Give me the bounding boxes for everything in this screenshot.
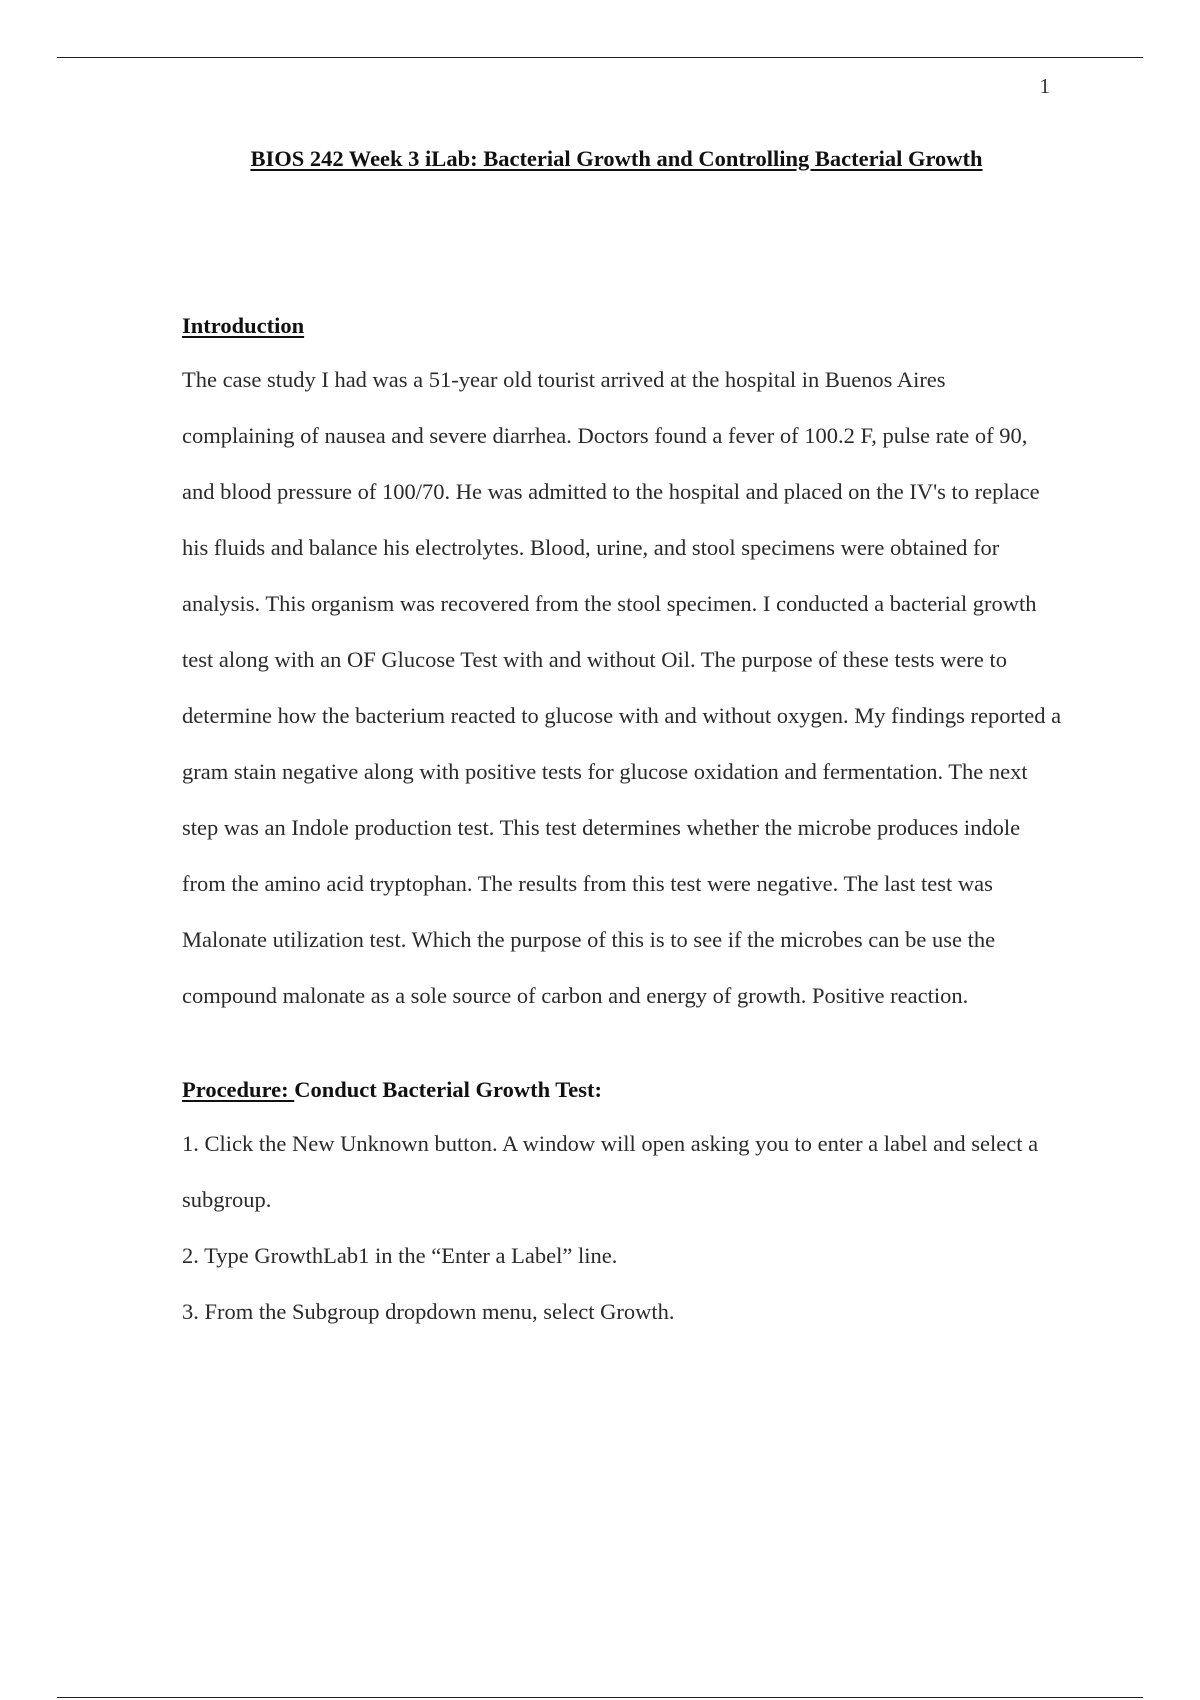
procedure-section — [182, 1074, 1062, 1340]
introduction-heading-text: Introduction — [182, 313, 305, 338]
procedure-step: 3. From the Subgroup dropdown menu, select Growth. — [182, 1299, 675, 1324]
bottom-rule — [57, 1697, 1143, 1698]
procedure-heading — [182, 1074, 1062, 1106]
document-body — [182, 310, 1062, 1340]
introduction-paragraph: The case study I had was a 51-year old tourist arrived at the hospital in Buenos Aires complaining of nausea and severe diarrhea. Doctors found a fever of 100.2 F, pulse rate of 90, and blood pressure of 100/70. He was admitted to the hospital and placed on the IV's to replace his fluids and balance his electrolytes. Blood, urine, and stool specimens were obtained for analysis. This organism was recovered from the stool specimen. I conducted a bacterial growth test along with an OF Glucose Test with and without Oil. The purpose of these tests were to determine how the bacterium reacted to glucose with and without oxygen. My findings reported a gram stain negative along with positive tests for glucose oxidation and fermentation. The next step was an Indole production test. This test determines whether the microbe produces indole from the amino acid tryptophan. The results from this test were negative. The last test was Malonate utilization test. Which the purpose of this is to see if the microbes can be use the compound malonate as a sole source of carbon and energy of growth. Positive reaction. — [182, 367, 1062, 1008]
procedure-step: 1. Click the New Unknown button. A window will open asking you to enter a label and select a subgroup. — [182, 1131, 1039, 1212]
procedure-step: 2. Type GrowthLab1 in the “Enter a Label” line. — [182, 1243, 618, 1268]
introduction-section — [182, 310, 1062, 1024]
document-title: BIOS 242 Week 3 iLab: Bacterial Growth and Controlling Bacterial Growth — [250, 146, 983, 171]
procedure-heading-text: Conduct Bacterial Growth Test: — [294, 1077, 602, 1102]
page-number: 1 — [1039, 74, 1050, 98]
introduction-heading — [182, 310, 1062, 342]
procedure-heading-label: Procedure: — [182, 1077, 295, 1102]
top-rule — [57, 57, 1143, 58]
